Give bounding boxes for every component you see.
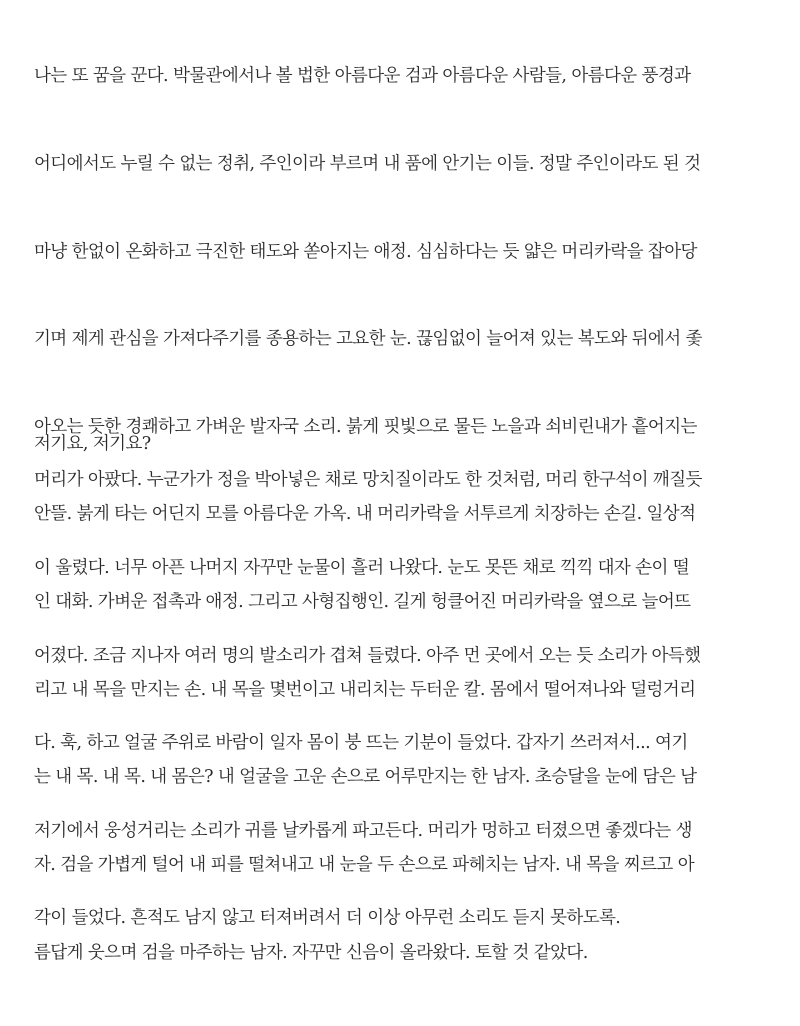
text-line: 다. 훅, 하고 얼굴 주위로 바람이 일자 몸이 붕 뜨는 기분이 들었다. 갑자기 쓰러져서... 여기 [34, 733, 688, 754]
text-line: 름답게 웃으며 검을 마주하는 남자. 자꾸만 신음이 올라왔다. 토할 것 같았다. [34, 942, 588, 963]
text-line: 기며 제게 관심을 가져다주기를 종용하는 고요한 눈. 끊임없이 늘어져 있는 복도와 뒤에서 좇 [34, 329, 702, 350]
text-line: 각이 들었다. 흔적도 남지 않고 터져버려서 더 이상 아무런 소리도 듣지 못하도록. [34, 908, 621, 929]
text-line: 자. 검을 가볍게 털어 내 피를 떨쳐내고 내 눈을 두 손으로 파헤치는 남자. 내 목을 찌르고 아 [34, 854, 695, 875]
text-line: 어졌다. 조금 지나자 여러 명의 발소리가 겹쳐 들렸다. 아주 먼 곳에서 오는 듯 소리가 아득했 [34, 645, 701, 666]
text-line: 머리가 아팠다. 누군가가 정을 박아넣은 채로 망치질이라도 한 것처럼, 머리 한구석이 깨질듯 [34, 470, 702, 491]
text-line: 마냥 한없이 온화하고 극진한 태도와 쏟아지는 애정. 심심하다는 듯 얇은 머리카락을 잡아당 [34, 241, 697, 262]
text-line: 나는 또 꿈을 꾼다. 박물관에서나 볼 법한 아름다운 검과 아름다운 사람들, 아름다운 풍경과 [34, 66, 691, 87]
text-line: 저기에서 웅성거리는 소리가 귀를 날카롭게 파고든다. 머리가 멍하고 터졌으면 좋겠다는 생 [34, 820, 692, 841]
paragraph-headache [34, 408, 702, 992]
text-line: 리고 내 목을 만지는 손. 내 목을 몇번이고 내리치는 두터운 칼. 몸에서 떨어져나와 덜렁거리 [34, 679, 696, 700]
text-line: 안뜰. 붉게 타는 어딘지 모를 아름다운 가옥. 내 머리카락을 서투르게 치장하는 손길. 일상적 [34, 504, 696, 525]
text-line: 이 울렸다. 너무 아픈 나머지 자꾸만 눈물이 흘러 나왔다. 눈도 못뜬 채로 끽끽 대자 손이 떨 [34, 558, 690, 579]
text-line: 아오는 듯한 경쾌하고 가벼운 발자국 소리. 붉게 핏빛으로 물든 노을과 쇠비린내가 흩어지는 [34, 416, 697, 437]
text-line: 는 내 목. 내 목. 내 몸은? 내 얼굴을 고운 손으로 어루만지는 한 남자. 초승달을 눈에 담은 남 [34, 767, 697, 788]
text-line: 어디에서도 누릴 수 없는 정취, 주인이라 부르며 내 품에 안기는 이들. 정말 주인이라도 된 것 [34, 154, 701, 175]
text-line: 인 대화. 가벼운 접촉과 애정. 그리고 사형집행인. 길게 헝클어진 머리카락을 옆으로 늘어뜨 [34, 592, 691, 613]
dialogue-line: 저기요, 저기요? [34, 434, 151, 455]
